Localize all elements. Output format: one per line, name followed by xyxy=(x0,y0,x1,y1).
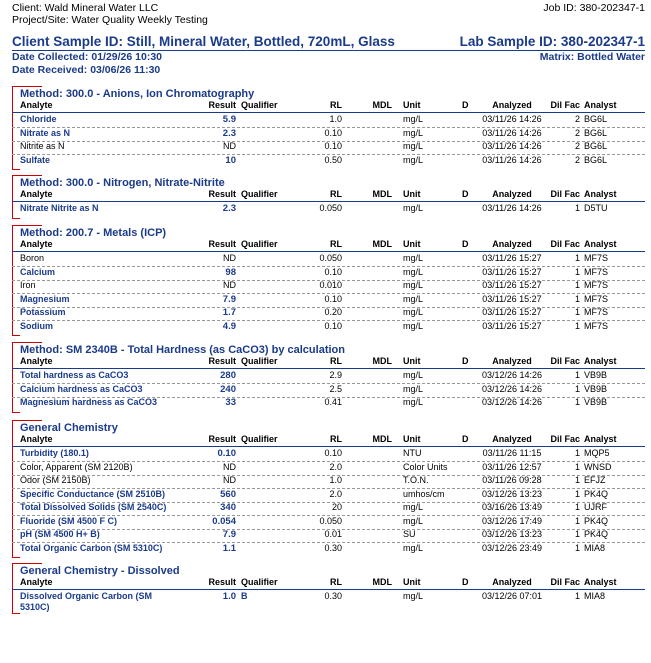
result-value: 560 xyxy=(220,488,236,500)
col-unit: Unit xyxy=(403,577,421,587)
dil-fac-value: 1 xyxy=(574,591,580,601)
analyst-id: BG6L xyxy=(584,141,608,151)
rl-value: 0.30 xyxy=(324,542,342,553)
result-section xyxy=(12,225,645,336)
result-value: 7.9 xyxy=(222,529,236,540)
unit-value: NTU xyxy=(403,448,422,458)
result-value: 240 xyxy=(220,383,236,395)
analyte-name: Iron xyxy=(20,280,36,290)
table-row xyxy=(12,543,645,556)
analyzed-date: 03/12/26 13:23 xyxy=(481,529,543,539)
col-analyte: Analyte xyxy=(20,100,53,110)
col-d: D xyxy=(462,239,469,249)
dil-fac-value: 1 xyxy=(574,461,580,472)
dil-fac-value: 1 xyxy=(574,320,580,331)
analyzed-date: 03/11/26 15:27 xyxy=(482,307,542,317)
col-result: Result xyxy=(208,434,236,444)
result-value: 1.0 xyxy=(222,591,236,602)
unit-value: mg/L xyxy=(403,397,424,407)
date-collected: Date Collected: 01/29/26 10:30 xyxy=(12,51,162,63)
analyte-name: Nitrate Nitrite as N xyxy=(20,203,99,213)
rl-value: 2.0 xyxy=(329,488,342,499)
analyte-name: Magnesium xyxy=(20,293,70,304)
analyst-id: MF7S xyxy=(584,320,609,331)
col-unit: Unit xyxy=(403,100,421,110)
rl-value: 0.10 xyxy=(324,320,342,331)
table-row xyxy=(12,516,645,530)
col-d: D xyxy=(462,577,469,587)
analyzed-date: 03/12/26 14:26 xyxy=(481,397,543,407)
col-mdl: MDL xyxy=(372,100,392,110)
rl-value: 0.10 xyxy=(324,448,342,458)
col-mdl: MDL xyxy=(372,356,392,366)
analyzed-date: 03/11/26 15:27 xyxy=(482,320,542,331)
column-header-row xyxy=(12,356,645,369)
analyte-name: Dissolved Organic Carbon (SM 5310C) xyxy=(20,591,153,612)
analyst-id: MF7S xyxy=(584,266,609,277)
analyte-name: Odor (SM 2150B) xyxy=(20,475,91,485)
column-header-row xyxy=(12,100,645,113)
analyst-id: MIA8 xyxy=(584,542,606,553)
dil-fac-value: 1 xyxy=(574,542,580,553)
result-value: 7.9 xyxy=(222,293,236,305)
unit-value: mg/L xyxy=(403,141,424,151)
unit-value: mg/L xyxy=(403,320,424,331)
col-unit: Unit xyxy=(403,189,421,199)
section-title: Method: 200.7 - Metals (ICP) xyxy=(20,227,167,239)
rl-value: 2.0 xyxy=(329,461,342,472)
table-row xyxy=(12,384,645,398)
col-result: Result xyxy=(208,356,236,366)
col-analyst: Analyst xyxy=(584,100,617,110)
analyte-name: Sulfate xyxy=(20,154,51,165)
section-title: General Chemistry xyxy=(20,422,118,434)
col-unit: Unit xyxy=(403,239,421,249)
result-value: 0.054 xyxy=(212,515,236,527)
table-row xyxy=(12,529,645,543)
analyzed-date: 03/12/26 13:23 xyxy=(481,488,543,499)
col-result: Result xyxy=(208,100,236,110)
analyst-id: MIA8 xyxy=(584,591,606,601)
analyst-id: PK4Q xyxy=(584,529,609,539)
analyzed-date: 03/11/26 09:28 xyxy=(482,475,542,485)
col-analyst: Analyst xyxy=(584,356,617,366)
analyst-id: BG6L xyxy=(584,114,608,124)
rl-value: 1.0 xyxy=(329,114,342,124)
analyst-id: MF7S xyxy=(584,293,609,304)
analyte-name: Chloride xyxy=(20,114,57,124)
table-row xyxy=(12,128,645,142)
column-header-row xyxy=(12,189,645,202)
analyte-name: Sodium xyxy=(20,320,53,331)
col-analyte: Analyte xyxy=(20,356,53,366)
section-top-tick xyxy=(12,86,42,87)
col-mdl: MDL xyxy=(372,434,392,444)
col-qualifier: Qualifier xyxy=(241,434,278,444)
analyst-id: D5TU xyxy=(584,203,608,213)
result-value: 0.10 xyxy=(217,448,236,459)
col-dil-fac: Dil Fac xyxy=(550,189,580,199)
analyte-name: Nitrite as N xyxy=(20,141,65,151)
rl-value: 0.01 xyxy=(324,529,342,539)
section-top-tick xyxy=(12,420,42,421)
analyzed-date: 03/11/26 15:27 xyxy=(482,280,542,290)
col-result: Result xyxy=(208,189,236,199)
section-bottom-tick xyxy=(12,557,20,558)
dil-fac-value: 1 xyxy=(574,280,580,290)
col-analyst: Analyst xyxy=(584,189,617,199)
unit-value: mg/L xyxy=(403,370,424,380)
rl-value: 0.50 xyxy=(324,154,342,165)
rl-value: 0.10 xyxy=(324,266,342,277)
analyzed-date: 03/11/26 15:27 xyxy=(482,266,542,277)
unit-value: mg/L xyxy=(403,542,424,553)
dil-fac-value: 2 xyxy=(574,114,580,124)
section-bottom-tick xyxy=(12,335,20,336)
column-header-row xyxy=(12,577,645,590)
result-value: 1.7 xyxy=(222,307,236,318)
table-row xyxy=(12,370,645,384)
section-top-tick xyxy=(12,175,42,176)
analyte-name: Fluoride (SM 4500 F C) xyxy=(20,515,118,526)
table-row xyxy=(12,280,645,294)
col-unit: Unit xyxy=(403,356,421,366)
dil-fac-value: 1 xyxy=(574,515,580,526)
col-unit: Unit xyxy=(403,434,421,444)
analyte-name: Total Organic Carbon (SM 5310C) xyxy=(20,542,163,553)
analyzed-date: 03/12/26 17:49 xyxy=(481,515,543,526)
col-analyzed: Analyzed xyxy=(492,100,532,110)
dil-fac-value: 1 xyxy=(574,370,580,380)
unit-value: SU xyxy=(403,529,416,539)
analyst-id: BG6L xyxy=(584,154,608,165)
table-row xyxy=(12,253,645,267)
analyst-id: PK4Q xyxy=(584,515,609,526)
table-row xyxy=(12,267,645,281)
analyzed-date: 03/12/26 07:01 xyxy=(481,591,543,601)
unit-value: mg/L xyxy=(403,114,424,124)
table-row xyxy=(12,462,645,476)
rl-value: 0.010 xyxy=(319,280,342,290)
result-value: ND xyxy=(223,461,236,472)
unit-value: mg/L xyxy=(403,383,424,394)
analyzed-date: 03/11/26 15:27 xyxy=(482,293,542,304)
rl-value: 0.41 xyxy=(324,397,342,407)
result-value: 98 xyxy=(225,266,236,278)
analyst-id: PK4Q xyxy=(584,488,609,499)
table-row xyxy=(12,307,645,321)
analyzed-date: 03/11/26 14:26 xyxy=(482,154,542,165)
rl-value: 0.050 xyxy=(319,253,342,263)
table-row xyxy=(12,397,645,410)
unit-value: mg/L xyxy=(403,154,424,165)
col-analyte: Analyte xyxy=(20,434,53,444)
client-sample-id: Client Sample ID: Still, Mineral Water, Bottled, 720mL, Glass xyxy=(12,34,395,49)
rl-value: 0.10 xyxy=(324,293,342,304)
analyst-id: MF7S xyxy=(584,253,609,263)
section-title: Method: SM 2340B - Total Hardness (as CaCO3) by calculation xyxy=(20,344,345,356)
sample-title-row xyxy=(12,34,645,50)
col-dil-fac: Dil Fac xyxy=(550,577,580,587)
col-analyst: Analyst xyxy=(584,239,617,249)
col-d: D xyxy=(462,100,469,110)
section-bottom-tick xyxy=(12,218,20,219)
analyte-name: Total Dissolved Solids (SM 2540C) xyxy=(20,502,167,512)
result-section xyxy=(12,563,645,614)
dil-fac-value: 1 xyxy=(574,448,580,458)
dil-fac-value: 2 xyxy=(574,154,580,165)
col-qualifier: Qualifier xyxy=(241,189,278,199)
result-value: ND xyxy=(223,253,236,263)
table-row xyxy=(12,489,645,503)
rl-value: 2.9 xyxy=(329,370,342,380)
analyte-name: Magnesium hardness as CaCO3 xyxy=(20,397,158,407)
col-rl: RL xyxy=(330,356,342,366)
col-analyst: Analyst xyxy=(584,577,617,587)
rl-value: 0.30 xyxy=(324,591,342,601)
dil-fac-value: 1 xyxy=(574,307,580,317)
table-row xyxy=(12,141,645,155)
analyst-id: EFJZ xyxy=(584,475,606,485)
analyzed-date: 03/12/26 14:26 xyxy=(481,370,543,380)
dil-fac-value: 1 xyxy=(574,475,580,485)
col-result: Result xyxy=(208,577,236,587)
col-mdl: MDL xyxy=(372,577,392,587)
result-value: 10 xyxy=(225,154,236,166)
section-top-tick xyxy=(12,563,42,564)
analyte-name: Total hardness as CaCO3 xyxy=(20,370,129,380)
table-row xyxy=(12,294,645,308)
table-row xyxy=(12,448,645,462)
analyzed-date: 03/16/26 13:49 xyxy=(481,502,543,512)
table-row xyxy=(12,155,645,168)
result-value: 1.1 xyxy=(222,542,236,554)
analyte-name: Specific Conductance (SM 2510B) xyxy=(20,488,166,499)
analyzed-date: 03/11/26 14:26 xyxy=(482,127,542,138)
section-bottom-tick xyxy=(12,412,20,413)
report-header xyxy=(12,2,208,26)
analyte-name: Turbidity (180.1) xyxy=(20,448,89,458)
col-rl: RL xyxy=(330,577,342,587)
col-analyst: Analyst xyxy=(584,434,617,444)
result-section xyxy=(12,342,645,413)
dil-fac-value: 1 xyxy=(574,383,580,394)
unit-value: T.O.N. xyxy=(403,475,429,485)
section-bottom-tick xyxy=(12,169,20,170)
unit-value: mg/L xyxy=(403,502,424,512)
unit-value: mg/L xyxy=(403,515,424,526)
section-title: Method: 300.0 - Anions, Ion Chromatography xyxy=(20,88,255,100)
section-title: Method: 300.0 - Nitrogen, Nitrate-Nitrite xyxy=(20,177,225,189)
result-value: 280 xyxy=(220,370,236,381)
result-value: ND xyxy=(223,475,236,485)
result-section xyxy=(12,86,645,170)
col-qualifier: Qualifier xyxy=(241,100,278,110)
rl-value: 0.10 xyxy=(324,127,342,138)
result-value: 340 xyxy=(220,502,236,513)
col-rl: RL xyxy=(330,189,342,199)
col-rl: RL xyxy=(330,239,342,249)
col-qualifier: Qualifier xyxy=(241,577,278,587)
analyte-name: Color, Apparent (SM 2120B) xyxy=(20,461,133,472)
dil-fac-value: 2 xyxy=(574,127,580,138)
analyst-id: VB9B xyxy=(584,397,608,407)
analyzed-date: 03/12/26 14:26 xyxy=(481,383,543,394)
col-d: D xyxy=(462,356,469,366)
dil-fac-value: 1 xyxy=(574,488,580,499)
col-qualifier: Qualifier xyxy=(241,239,278,249)
result-value: 2.3 xyxy=(222,127,236,139)
result-value: ND xyxy=(223,280,236,290)
col-dil-fac: Dil Fac xyxy=(550,239,580,249)
dil-fac-value: 1 xyxy=(574,253,580,263)
table-row xyxy=(12,475,645,489)
rl-value: 0.050 xyxy=(319,203,342,213)
col-dil-fac: Dil Fac xyxy=(550,100,580,110)
analyte-name: Calcium xyxy=(20,266,56,277)
analyzed-date: 03/11/26 11:15 xyxy=(482,448,542,458)
rl-value: 0.050 xyxy=(319,515,342,526)
analyst-id: UJRF xyxy=(584,502,607,512)
unit-value: mg/L xyxy=(403,266,424,277)
col-analyte: Analyte xyxy=(20,239,53,249)
col-analyzed: Analyzed xyxy=(492,189,532,199)
analyzed-date: 03/11/26 14:26 xyxy=(482,114,542,124)
table-row xyxy=(12,591,645,615)
result-section xyxy=(12,420,645,558)
rl-value: 20 xyxy=(331,502,342,512)
result-value: 2.3 xyxy=(222,203,236,214)
col-d: D xyxy=(462,189,469,199)
col-analyzed: Analyzed xyxy=(492,239,532,249)
table-row xyxy=(12,321,645,334)
section-title: General Chemistry - Dissolved xyxy=(20,565,180,577)
table-row xyxy=(12,114,645,128)
analyzed-date: 03/11/26 12:57 xyxy=(482,461,542,472)
analyst-id: MQP5 xyxy=(584,448,610,458)
rl-value: 1.0 xyxy=(329,475,342,485)
analyzed-date: 03/11/26 15:27 xyxy=(482,253,542,263)
matrix: Matrix: Bottled Water xyxy=(539,51,645,63)
dil-fac-value: 2 xyxy=(574,141,580,151)
dil-fac-value: 1 xyxy=(574,397,580,407)
col-mdl: MDL xyxy=(372,239,392,249)
table-row xyxy=(12,502,645,516)
date-received: Date Received: 03/06/26 11:30 xyxy=(12,64,161,76)
col-analyte: Analyte xyxy=(20,577,53,587)
result-value: 5.9 xyxy=(222,114,236,125)
analyzed-date: 03/11/26 14:26 xyxy=(482,141,542,151)
project-site: Project/Site: Water Quality Weekly Testing xyxy=(12,14,208,26)
rl-value: 0.20 xyxy=(324,307,342,317)
col-mdl: MDL xyxy=(372,189,392,199)
analyte-name: Boron xyxy=(20,253,45,263)
unit-value: mg/L xyxy=(403,280,424,290)
rl-value: 0.10 xyxy=(324,141,342,151)
analyst-id: VB9B xyxy=(584,370,608,380)
unit-value: umhos/cm xyxy=(403,488,445,499)
result-value: ND xyxy=(223,141,236,151)
col-rl: RL xyxy=(330,100,342,110)
unit-value: Color Units xyxy=(403,461,448,472)
col-dil-fac: Dil Fac xyxy=(550,356,580,366)
unit-value: mg/L xyxy=(403,293,424,304)
analyst-id: BG6L xyxy=(584,127,608,138)
unit-value: mg/L xyxy=(403,203,424,213)
column-header-row xyxy=(12,434,645,447)
result-value: 4.9 xyxy=(222,320,236,332)
analyst-id: VB9B xyxy=(584,383,608,394)
lab-sample-id: Lab Sample ID: 380-202347-1 xyxy=(459,34,645,49)
col-qualifier: Qualifier xyxy=(241,356,278,366)
col-analyzed: Analyzed xyxy=(492,577,532,587)
analyst-id: MF7S xyxy=(584,280,609,290)
unit-value: mg/L xyxy=(403,253,424,263)
rl-value: 2.5 xyxy=(329,383,342,394)
section-top-tick xyxy=(12,342,42,343)
result-section xyxy=(12,175,645,219)
dil-fac-value: 1 xyxy=(574,266,580,277)
column-header-row xyxy=(12,239,645,252)
unit-value: mg/L xyxy=(403,127,424,138)
analyte-name: pH (SM 4500 H+ B) xyxy=(20,529,100,539)
col-d: D xyxy=(462,434,469,444)
unit-value: mg/L xyxy=(403,307,424,317)
section-top-tick xyxy=(12,225,42,226)
analyst-id: WNSD xyxy=(584,461,612,472)
unit-value: mg/L xyxy=(403,591,424,601)
dil-fac-value: 1 xyxy=(574,502,580,512)
client-name: Client: Wald Mineral Water LLC xyxy=(12,2,159,14)
col-analyzed: Analyzed xyxy=(492,356,532,366)
dil-fac-value: 1 xyxy=(574,293,580,304)
col-analyzed: Analyzed xyxy=(492,434,532,444)
col-analyte: Analyte xyxy=(20,189,53,199)
col-dil-fac: Dil Fac xyxy=(550,434,580,444)
col-result: Result xyxy=(208,239,236,249)
analyte-name: Calcium hardness as CaCO3 xyxy=(20,383,143,394)
table-row xyxy=(12,203,645,216)
analyst-id: MF7S xyxy=(584,307,609,317)
result-value: 33 xyxy=(225,397,236,408)
analyte-name: Potassium xyxy=(20,307,66,317)
qualifier-value: B xyxy=(241,591,248,601)
col-rl: RL xyxy=(330,434,342,444)
job-id: Job ID: 380-202347-1 xyxy=(543,2,645,14)
analyzed-date: 03/11/26 14:26 xyxy=(482,203,542,213)
analyzed-date: 03/12/26 23:49 xyxy=(481,542,543,553)
dil-fac-value: 1 xyxy=(574,529,580,539)
dil-fac-value: 1 xyxy=(574,203,580,213)
analyte-name: Nitrate as N xyxy=(20,127,71,138)
